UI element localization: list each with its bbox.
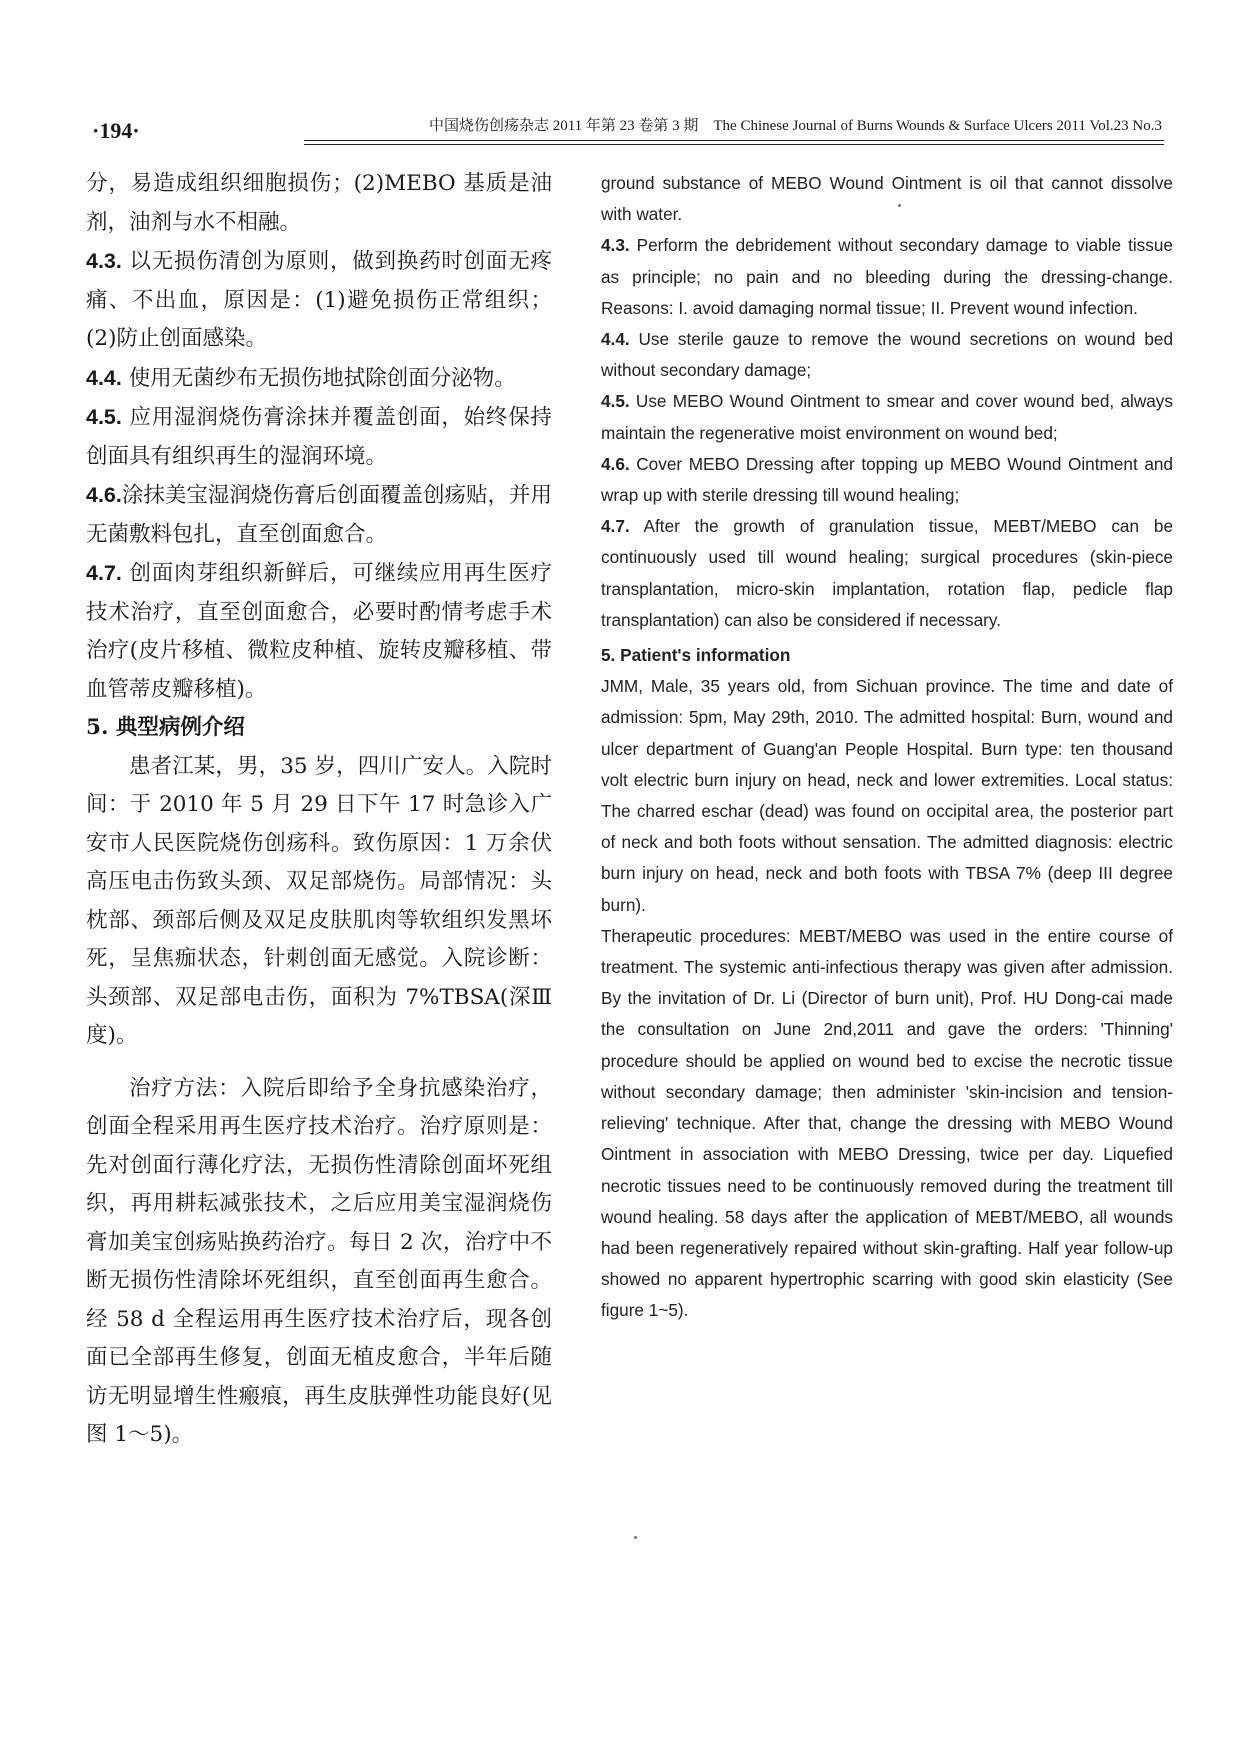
zh-paragraph-continuation: 分，易造成组织细胞损伤；(2)MEBO 基质是油剂，油剂与水不相融。 [86,171,552,235]
en-item-number: 4.6. [601,453,630,474]
en-section-heading: 5. Patient's information [601,645,791,666]
en-item-4-7 [601,511,1173,636]
en-item-4-3 [601,230,1173,324]
en-item-text: Perform the debridement without secondary damage to viable tissue as principle; no pain and no bleeding during the dressing-change. Reasons: I. avoid damaging normal tissue; II. Prevent wound infection. [601,235,1173,318]
zh-item-text: 应用湿润烧伤膏涂抹并覆盖创面，始终保持创面具有组织再生的湿润环境。 [86,405,552,469]
zh-item-text: 以无损伤清创为原则，做到换药时创面无疼痛、不出血，原因是：(1)避免损伤正常组织；(2)防止创面感染。 [86,249,552,351]
en-item-text: Cover MEBO Dressing after topping up MEBO Wound Ointment and wrap up with sterile dressing till wound healing; [601,453,1173,506]
en-item-number: 4.5. [601,391,630,412]
en-item-4-4 [601,324,1173,386]
journal-running-header: 中国烧伤创疡杂志 2011 年第 23 卷第 3 期 The Chinese Journal of Burns Wounds & Surface Ulcers 2011 Vol.23 No.3 [428,118,1162,134]
en-item-number: 4.3. [601,235,630,256]
en-treatment-paragraph: Therapeutic procedures: MEBT/MEBO was used in the entire course of treatment. The systemic anti-infectious therapy was given after admission. By the invitation of Dr. Li (Director of burn unit), Prof. HU Dong-cai made the consultation on June 2nd,2011 and gave the orders: 'Thinning' procedure should be applied on wound bed to excise the necrotic tissue without secondary damage; then administer 'skin-incision and tension-relieving' technique. After that, change the dressing with MEBO Wound Ointment in association with MEBO Dressing, twice per day. Liquefied necrotic tissues need to be continuously removed during the treatment till wound healing. 58 days after the application of MEBT/MEBO, all wounds had been regeneratively repaired without skin-grafting. Half year follow-up showed no apparent hypertrophic scarring with good skin elasticity (See figure 1~5). [601,925,1173,1321]
zh-item-number: 4.5. [86,405,122,429]
zh-item-4-3 [86,242,552,359]
zh-item-4-5 [86,398,552,476]
page-number: ·194· [92,118,140,143]
english-column [601,168,1173,1327]
zh-treatment-paragraph: 治疗方法：入院后即给予全身抗感染治疗，创面全程采用再生医疗技术治疗。治疗原则是：先对创面行薄化疗法，无损伤性清除创面坏死组织，再用耕耘减张技术，之后应用美宝湿润烧伤膏加美宝创疡贴换药治疗。每日 2 次，治疗中不断无损伤性清除坏死组织，直至创面再生愈合。经 58 d 全程运用再生医疗技术治疗后，现各创面已全部再生修复，创面无植皮愈合，半年后随访无明显增生性瘢痕，再生皮肤弹性功能良好(见图 1～5)。 [86,1075,552,1447]
zh-item-4-4 [86,359,552,399]
en-item-text: Use MEBO Wound Ointment to smear and cover wound bed, always maintain the regenerative moist environment on wound bed; [601,391,1173,443]
scan-speck [634,1536,637,1539]
zh-item-number: 4.7. [86,561,122,585]
zh-item-number: 4.3. [86,249,122,273]
zh-item-number: 4.4. [86,365,122,390]
header-rule [304,140,1164,141]
zh-section-heading: 5. 典型病例介绍 [86,715,245,740]
zh-item-text: 创面肉芽组织新鲜后，可继续应用再生医疗技术治疗，直至创面愈合，必要时酌情考虑手术治疗(皮片移植、微粒皮种植、旋转皮瓣移植、带血管蒂皮瓣移植)。 [86,561,552,702]
en-item-text: After the growth of granulation tissue, MEBT/MEBO can be continuously used till wound healing; surgical procedures (skin-piece transplantation, micro-skin implantation, rotation flap, pedicle flap transplantation) can also be considered if necessary. [601,516,1173,630]
en-item-text: Use sterile gauze to remove the wound secretions on wound bed without secondary damage; [601,329,1173,381]
en-paragraph-continuation: ground substance of MEBO Wound Ointment is oil that cannot dissolve with water. [601,173,1173,225]
zh-item-text: 涂抹美宝湿润烧伤膏后创面覆盖创疡贴，并用无菌敷料包扎，直至创面愈合。 [86,483,552,547]
zh-case-paragraph: 患者江某，男，35 岁，四川广安人。入院时间：于 2010 年 5 月 29 日下午 17 时急诊入广安市人民医院烧伤创疡科。致伤原因：1 万余伏高压电击伤致头颈、双足部烧伤。局部情况：头枕部、颈部后侧及双足皮肤肌肉等软组织发黑坏死，呈焦痂状态，针刺创面无感觉。入院诊断：头颈部、双足部电击伤，面积为 7%TBSA(深Ⅲ度)。 [86,753,552,1048]
scan-speck [898,204,901,207]
zh-item-4-7 [86,554,552,709]
en-item-4-6 [601,449,1173,511]
en-item-number: 4.4. [601,329,630,350]
zh-item-4-6 [86,476,552,554]
header-rule-double [304,144,1164,145]
chinese-column [86,165,552,1455]
zh-item-text: 使用无菌纱布无损伤地拭除创面分泌物。 [121,365,516,391]
zh-item-number: 4.6. [86,483,122,507]
en-case-paragraph: JMM, Male, 35 years old, from Sichuan province. The time and date of admission: 5pm, May 29th, 2010. The admitted hospital: Burn, wound and ulcer department of Guang'an People Hospital. Burn type: ten thousand volt electric burn injury on head, neck and lower extremities. Local status: The charred eschar (dead) was found on occipital area, the posterior part of neck and both foots without sensation. The admitted diagnosis: electric burn injury on head, neck and both foots with TBSA 7% (deep III degree burn). [601,676,1173,915]
en-item-4-5 [601,386,1173,448]
en-item-number: 4.7. [601,516,630,537]
